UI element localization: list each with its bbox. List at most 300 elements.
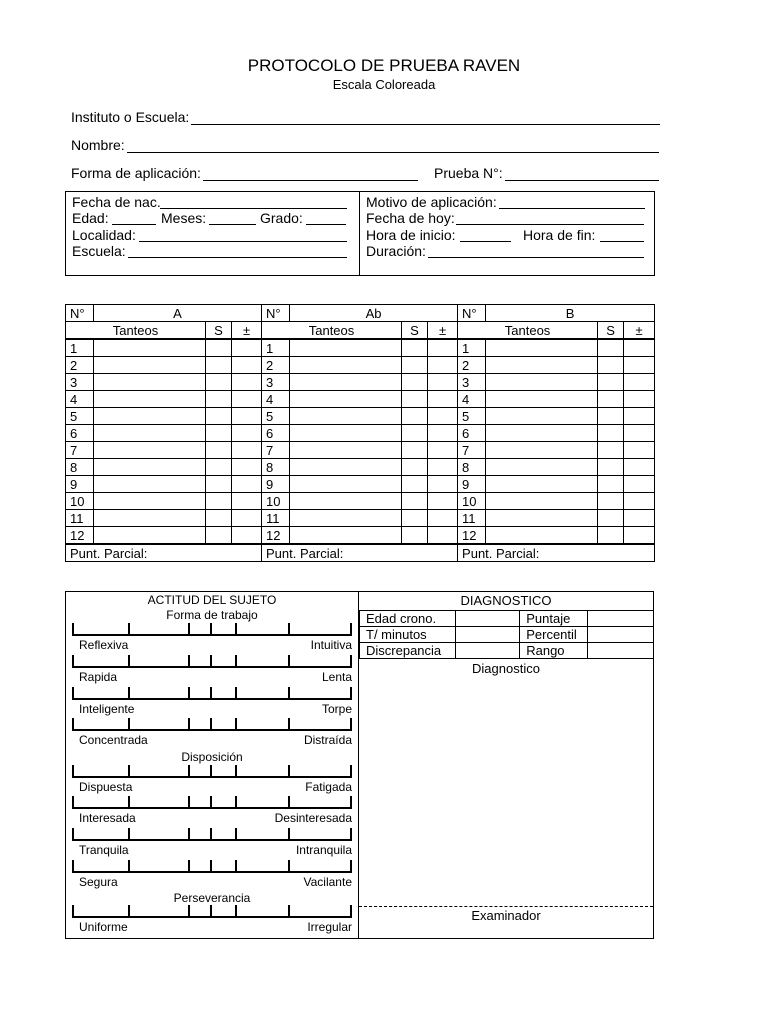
- row-number: 1: [262, 339, 290, 357]
- scale-left-label: Segura: [79, 875, 118, 889]
- s-cell[interactable]: [402, 527, 428, 545]
- tanteos-cell[interactable]: [290, 374, 402, 391]
- s-cell[interactable]: [206, 357, 232, 374]
- rating-scale[interactable]: [72, 860, 352, 873]
- s-cell[interactable]: [402, 339, 428, 357]
- row-number: 2: [66, 357, 94, 374]
- scale-right-label: Vacilante: [303, 875, 352, 889]
- scale-tick[interactable]: [288, 687, 290, 700]
- scale-tick[interactable]: [128, 655, 130, 668]
- tanteos-cell[interactable]: [290, 391, 402, 408]
- birth-date-field[interactable]: [160, 208, 347, 209]
- series-header-row: [66, 305, 655, 322]
- rating-scale[interactable]: [72, 796, 352, 809]
- tanteos-cell[interactable]: [94, 425, 206, 442]
- tanteos-cell[interactable]: [94, 527, 206, 545]
- s-cell[interactable]: [206, 493, 232, 510]
- row-number: 3: [66, 374, 94, 391]
- s-cell[interactable]: [598, 442, 624, 459]
- attitude-box: [65, 591, 359, 939]
- scale-tick[interactable]: [210, 905, 212, 918]
- minutes-label: T/ minutos: [360, 627, 456, 643]
- scale-tick[interactable]: [210, 623, 212, 636]
- tanteos-cell[interactable]: [486, 510, 598, 527]
- s-cell[interactable]: [598, 510, 624, 527]
- plusminus-cell[interactable]: [624, 391, 655, 408]
- s-cell[interactable]: [402, 510, 428, 527]
- s-cell[interactable]: [598, 374, 624, 391]
- plusminus-cell[interactable]: [428, 357, 458, 374]
- tanteos-cell[interactable]: [486, 476, 598, 493]
- scale-right-label: Intranquila: [295, 843, 352, 857]
- scale-tick[interactable]: [350, 765, 352, 778]
- duration-label: Duración:: [366, 243, 426, 259]
- s-cell[interactable]: [206, 476, 232, 493]
- s-cell[interactable]: [598, 459, 624, 476]
- scale-tick[interactable]: [350, 905, 352, 918]
- scale-tick[interactable]: [128, 796, 130, 809]
- discrepancy-value[interactable]: [455, 643, 519, 659]
- tanteos-cell[interactable]: [486, 374, 598, 391]
- scale-tick[interactable]: [288, 828, 290, 841]
- plusminus-cell[interactable]: [232, 391, 262, 408]
- rating-scale[interactable]: [72, 623, 352, 636]
- s-cell[interactable]: [206, 374, 232, 391]
- plusminus-cell[interactable]: [232, 408, 262, 425]
- tanteos-cell[interactable]: [290, 476, 402, 493]
- scale-tick[interactable]: [128, 860, 130, 873]
- scale-tick[interactable]: [188, 718, 190, 731]
- scale-left-label: Tranquila: [79, 843, 129, 857]
- scale-left-label: Dispuesta: [79, 780, 133, 794]
- tanteos-cell[interactable]: [94, 476, 206, 493]
- scale-tick[interactable]: [235, 655, 237, 668]
- plusminus-cell[interactable]: [624, 510, 655, 527]
- test-number-field[interactable]: [505, 180, 659, 181]
- scale-right-label: Irregular: [307, 920, 352, 934]
- scale-tick[interactable]: [350, 623, 352, 636]
- scale-tick[interactable]: [235, 687, 237, 700]
- s-cell[interactable]: [206, 510, 232, 527]
- plusminus-cell[interactable]: [624, 527, 655, 545]
- percentile-value[interactable]: [588, 627, 653, 643]
- scale-line: [72, 729, 352, 731]
- scale-tick[interactable]: [235, 828, 237, 841]
- scale-tick[interactable]: [188, 623, 190, 636]
- scale-tick[interactable]: [350, 828, 352, 841]
- chrono-age-label: Edad crono.: [360, 611, 456, 627]
- plusminus-cell[interactable]: [428, 459, 458, 476]
- row-number: 5: [458, 408, 486, 425]
- scale-tick[interactable]: [72, 796, 74, 809]
- scale-tick[interactable]: [288, 905, 290, 918]
- scale-tick[interactable]: [72, 687, 74, 700]
- end-time-field[interactable]: [600, 241, 644, 242]
- plusminus-header: ±: [428, 322, 458, 340]
- application-form-field[interactable]: [203, 180, 418, 181]
- row-number: 8: [458, 459, 486, 476]
- scale-tick[interactable]: [350, 796, 352, 809]
- s-cell[interactable]: [206, 425, 232, 442]
- tanteos-cell[interactable]: [486, 408, 598, 425]
- scale-left-label: Concentrada: [79, 733, 148, 747]
- tanteos-cell[interactable]: [94, 339, 206, 357]
- plusminus-cell[interactable]: [232, 339, 262, 357]
- plusminus-cell[interactable]: [624, 476, 655, 493]
- diagnosis-box: [358, 591, 654, 939]
- scale-line: [72, 698, 352, 700]
- table-row: [66, 459, 655, 476]
- months-field[interactable]: [209, 224, 256, 225]
- reason-field[interactable]: [499, 208, 645, 209]
- s-cell[interactable]: [598, 493, 624, 510]
- row-number: 7: [262, 442, 290, 459]
- scale-tick[interactable]: [210, 828, 212, 841]
- s-cell[interactable]: [402, 459, 428, 476]
- scale-tick[interactable]: [235, 796, 237, 809]
- s-cell[interactable]: [598, 339, 624, 357]
- tanteos-cell[interactable]: [486, 527, 598, 545]
- scale-tick[interactable]: [128, 828, 130, 841]
- scale-right-label: Desinteresada: [274, 811, 352, 825]
- institute-field[interactable]: [191, 124, 660, 125]
- birth-date-label: Fecha de nac.: [72, 194, 161, 210]
- scale-right-label: Intuitiva: [310, 638, 352, 652]
- scale-tick[interactable]: [288, 655, 290, 668]
- row-number: 2: [458, 357, 486, 374]
- tanteos-cell[interactable]: [94, 459, 206, 476]
- s-cell[interactable]: [402, 476, 428, 493]
- scale-tick[interactable]: [235, 718, 237, 731]
- plusminus-cell[interactable]: [428, 339, 458, 357]
- scale-line: [72, 871, 352, 873]
- tanteos-cell[interactable]: [290, 510, 402, 527]
- start-time-field[interactable]: [460, 241, 511, 242]
- examiner-divider: [359, 906, 653, 907]
- rating-scale[interactable]: [72, 905, 352, 918]
- row-number: 11: [458, 510, 486, 527]
- scale-tick[interactable]: [350, 687, 352, 700]
- locality-label: Localidad:: [72, 227, 136, 243]
- plusminus-cell[interactable]: [232, 527, 262, 545]
- row-number: 6: [262, 425, 290, 442]
- tanteos-cell[interactable]: [290, 408, 402, 425]
- rating-scale[interactable]: [72, 828, 352, 841]
- scale-tick[interactable]: [128, 718, 130, 731]
- diagnosis-table: [359, 610, 653, 659]
- age-field[interactable]: [112, 224, 156, 225]
- tanteos-cell[interactable]: [486, 425, 598, 442]
- s-cell[interactable]: [598, 527, 624, 545]
- row-number: 10: [66, 493, 94, 510]
- scale-tick[interactable]: [128, 905, 130, 918]
- minutes-value[interactable]: [455, 627, 519, 643]
- scale-tick[interactable]: [188, 860, 190, 873]
- scale-tick[interactable]: [288, 860, 290, 873]
- test-number-label: Prueba N°:: [434, 165, 503, 181]
- s-cell[interactable]: [402, 425, 428, 442]
- scale-tick[interactable]: [188, 687, 190, 700]
- tanteos-cell[interactable]: [94, 510, 206, 527]
- row-number: 11: [262, 510, 290, 527]
- plusminus-cell[interactable]: [624, 425, 655, 442]
- age-label: Edad:: [72, 210, 109, 226]
- table-row: [66, 527, 655, 545]
- plusminus-header: ±: [624, 322, 655, 340]
- plusminus-cell[interactable]: [624, 408, 655, 425]
- scale-tick[interactable]: [210, 765, 212, 778]
- tanteos-cell[interactable]: [290, 459, 402, 476]
- tanteos-header: Tanteos: [66, 322, 206, 340]
- scale-tick[interactable]: [210, 687, 212, 700]
- grade-label: Grado:: [260, 210, 303, 226]
- row-number: 12: [66, 527, 94, 545]
- plusminus-cell[interactable]: [428, 391, 458, 408]
- end-time-label: Hora de fin:: [523, 227, 596, 243]
- tanteos-cell[interactable]: [486, 391, 598, 408]
- row-number: 6: [458, 425, 486, 442]
- row-number: 12: [262, 527, 290, 545]
- scale-tick[interactable]: [350, 860, 352, 873]
- table-row: [66, 357, 655, 374]
- row-number: 5: [262, 408, 290, 425]
- plusminus-cell[interactable]: [428, 408, 458, 425]
- row-number: 1: [458, 339, 486, 357]
- tanteos-cell[interactable]: [290, 493, 402, 510]
- plusminus-cell[interactable]: [624, 374, 655, 391]
- table-row: [66, 425, 655, 442]
- tanteos-cell[interactable]: [94, 357, 206, 374]
- scale-tick[interactable]: [288, 623, 290, 636]
- tanteos-cell[interactable]: [94, 442, 206, 459]
- partial-score-label[interactable]: Punt. Parcial:: [458, 544, 655, 562]
- s-cell[interactable]: [402, 391, 428, 408]
- tanteos-cell[interactable]: [290, 339, 402, 357]
- plusminus-cell[interactable]: [232, 510, 262, 527]
- plusminus-cell[interactable]: [624, 442, 655, 459]
- scale-left-label: Interesada: [79, 811, 136, 825]
- s-cell[interactable]: [402, 493, 428, 510]
- s-cell[interactable]: [206, 442, 232, 459]
- plusminus-cell[interactable]: [624, 493, 655, 510]
- scale-tick[interactable]: [210, 718, 212, 731]
- plusminus-cell[interactable]: [428, 510, 458, 527]
- table-row: [66, 510, 655, 527]
- s-cell[interactable]: [206, 408, 232, 425]
- duration-field[interactable]: [428, 257, 644, 258]
- partial-score-row: [66, 544, 655, 562]
- scale-tick[interactable]: [128, 765, 130, 778]
- row-number: 4: [262, 391, 290, 408]
- tanteos-header: Tanteos: [458, 322, 598, 340]
- scale-line: [72, 807, 352, 809]
- scale-tick[interactable]: [288, 718, 290, 731]
- scale-left-label: Reflexiva: [79, 638, 129, 652]
- scale-tick[interactable]: [210, 655, 212, 668]
- school-field[interactable]: [128, 257, 347, 258]
- tanteos-cell[interactable]: [94, 408, 206, 425]
- series-b-header: B: [486, 305, 655, 322]
- plusminus-cell[interactable]: [624, 339, 655, 357]
- scale-tick[interactable]: [72, 905, 74, 918]
- institute-label: Instituto o Escuela:: [71, 109, 190, 125]
- scale-tick[interactable]: [188, 796, 190, 809]
- s-header: S: [402, 322, 428, 340]
- row-number: 6: [66, 425, 94, 442]
- rating-scale[interactable]: [72, 687, 352, 700]
- table-row: [66, 339, 655, 357]
- scale-tick[interactable]: [128, 623, 130, 636]
- plusminus-cell[interactable]: [428, 425, 458, 442]
- table-row: [66, 408, 655, 425]
- tanteos-cell[interactable]: [486, 493, 598, 510]
- plusminus-cell[interactable]: [428, 527, 458, 545]
- score-label: Puntaje: [520, 611, 588, 627]
- today-date-field[interactable]: [456, 224, 644, 225]
- plusminus-cell[interactable]: [232, 459, 262, 476]
- scale-tick[interactable]: [72, 655, 74, 668]
- chrono-age-value[interactable]: [455, 611, 519, 627]
- tanteos-cell[interactable]: [486, 357, 598, 374]
- tanteos-cell[interactable]: [290, 425, 402, 442]
- tanteos-cell[interactable]: [94, 374, 206, 391]
- plusminus-cell[interactable]: [232, 425, 262, 442]
- plusminus-cell[interactable]: [428, 493, 458, 510]
- tanteos-cell[interactable]: [486, 442, 598, 459]
- s-header: S: [598, 322, 624, 340]
- row-number: 8: [262, 459, 290, 476]
- plusminus-cell[interactable]: [232, 442, 262, 459]
- scale-tick[interactable]: [72, 860, 74, 873]
- name-label: Nombre:: [71, 137, 125, 153]
- scale-tick[interactable]: [188, 828, 190, 841]
- scale-tick[interactable]: [288, 796, 290, 809]
- s-cell[interactable]: [598, 476, 624, 493]
- s-cell[interactable]: [206, 339, 232, 357]
- table-row: [66, 493, 655, 510]
- percentile-label: Percentil: [520, 627, 588, 643]
- row-number: 4: [66, 391, 94, 408]
- work-form-heading: Forma de trabajo: [166, 608, 258, 622]
- tanteos-cell[interactable]: [290, 527, 402, 545]
- tanteos-cell[interactable]: [290, 442, 402, 459]
- number-header: N°: [262, 305, 290, 322]
- rating-scale[interactable]: [72, 718, 352, 731]
- scale-tick[interactable]: [235, 623, 237, 636]
- scale-tick[interactable]: [72, 718, 74, 731]
- scores-table: [65, 304, 655, 562]
- scale-tick[interactable]: [188, 905, 190, 918]
- s-cell[interactable]: [402, 442, 428, 459]
- plusminus-cell[interactable]: [232, 476, 262, 493]
- partial-score-label[interactable]: Punt. Parcial:: [66, 544, 262, 562]
- partial-score-label[interactable]: Punt. Parcial:: [262, 544, 458, 562]
- scale-line: [72, 839, 352, 841]
- name-field[interactable]: [127, 152, 659, 153]
- row-number: 2: [262, 357, 290, 374]
- s-header: S: [206, 322, 232, 340]
- examiner-label: Examinador: [471, 908, 541, 923]
- grade-field[interactable]: [306, 224, 346, 225]
- s-cell[interactable]: [598, 357, 624, 374]
- s-cell[interactable]: [402, 408, 428, 425]
- plusminus-cell[interactable]: [624, 357, 655, 374]
- diagnosis-notes-area[interactable]: [359, 679, 653, 906]
- range-value[interactable]: [588, 643, 653, 659]
- scale-tick[interactable]: [128, 687, 130, 700]
- locality-field[interactable]: [139, 241, 347, 242]
- column-header-row: [66, 322, 655, 340]
- rating-scale[interactable]: [72, 655, 352, 668]
- plusminus-cell[interactable]: [428, 374, 458, 391]
- application-form-label: Forma de aplicación:: [71, 165, 201, 181]
- s-cell[interactable]: [402, 374, 428, 391]
- scale-tick[interactable]: [350, 655, 352, 668]
- scale-tick[interactable]: [235, 860, 237, 873]
- tanteos-header: Tanteos: [262, 322, 402, 340]
- scale-line: [72, 776, 352, 778]
- s-cell[interactable]: [598, 408, 624, 425]
- plusminus-cell[interactable]: [232, 374, 262, 391]
- scale-tick[interactable]: [288, 765, 290, 778]
- plusminus-cell[interactable]: [232, 357, 262, 374]
- rating-scale[interactable]: [72, 765, 352, 778]
- scale-tick[interactable]: [235, 905, 237, 918]
- score-value[interactable]: [588, 611, 653, 627]
- tanteos-cell[interactable]: [290, 357, 402, 374]
- tanteos-cell[interactable]: [94, 391, 206, 408]
- plusminus-cell[interactable]: [428, 476, 458, 493]
- page-title: PROTOCOLO DE PRUEBA RAVEN: [247, 56, 521, 75]
- scale-tick[interactable]: [72, 828, 74, 841]
- row-number: 10: [458, 493, 486, 510]
- plusminus-cell[interactable]: [624, 459, 655, 476]
- range-label: Rango: [520, 643, 588, 659]
- scale-tick[interactable]: [350, 718, 352, 731]
- scale-tick[interactable]: [188, 655, 190, 668]
- plusminus-cell[interactable]: [232, 493, 262, 510]
- scale-tick[interactable]: [188, 765, 190, 778]
- row-number: 3: [458, 374, 486, 391]
- start-time-label: Hora de inicio:: [366, 227, 456, 243]
- table-row: [66, 391, 655, 408]
- row-number: 5: [66, 408, 94, 425]
- school-label: Escuela:: [72, 243, 126, 259]
- scale-tick[interactable]: [210, 860, 212, 873]
- s-cell[interactable]: [206, 391, 232, 408]
- row-number: 7: [66, 442, 94, 459]
- tanteos-cell[interactable]: [94, 493, 206, 510]
- scale-tick[interactable]: [210, 796, 212, 809]
- scale-tick[interactable]: [72, 623, 74, 636]
- tanteos-cell[interactable]: [486, 339, 598, 357]
- scale-tick[interactable]: [235, 765, 237, 778]
- plusminus-cell[interactable]: [428, 442, 458, 459]
- row-number: 8: [66, 459, 94, 476]
- diagnosis-title: DIAGNOSTICO: [460, 593, 552, 608]
- tanteos-cell[interactable]: [486, 459, 598, 476]
- scale-tick[interactable]: [72, 765, 74, 778]
- s-cell[interactable]: [206, 527, 232, 545]
- s-cell[interactable]: [598, 391, 624, 408]
- attitude-title: ACTITUD DEL SUJETO: [147, 593, 277, 607]
- table-row: [66, 374, 655, 391]
- s-cell[interactable]: [598, 425, 624, 442]
- s-cell[interactable]: [206, 459, 232, 476]
- scale-right-label: Lenta: [321, 670, 352, 684]
- scale-line: [72, 634, 352, 636]
- s-cell[interactable]: [402, 357, 428, 374]
